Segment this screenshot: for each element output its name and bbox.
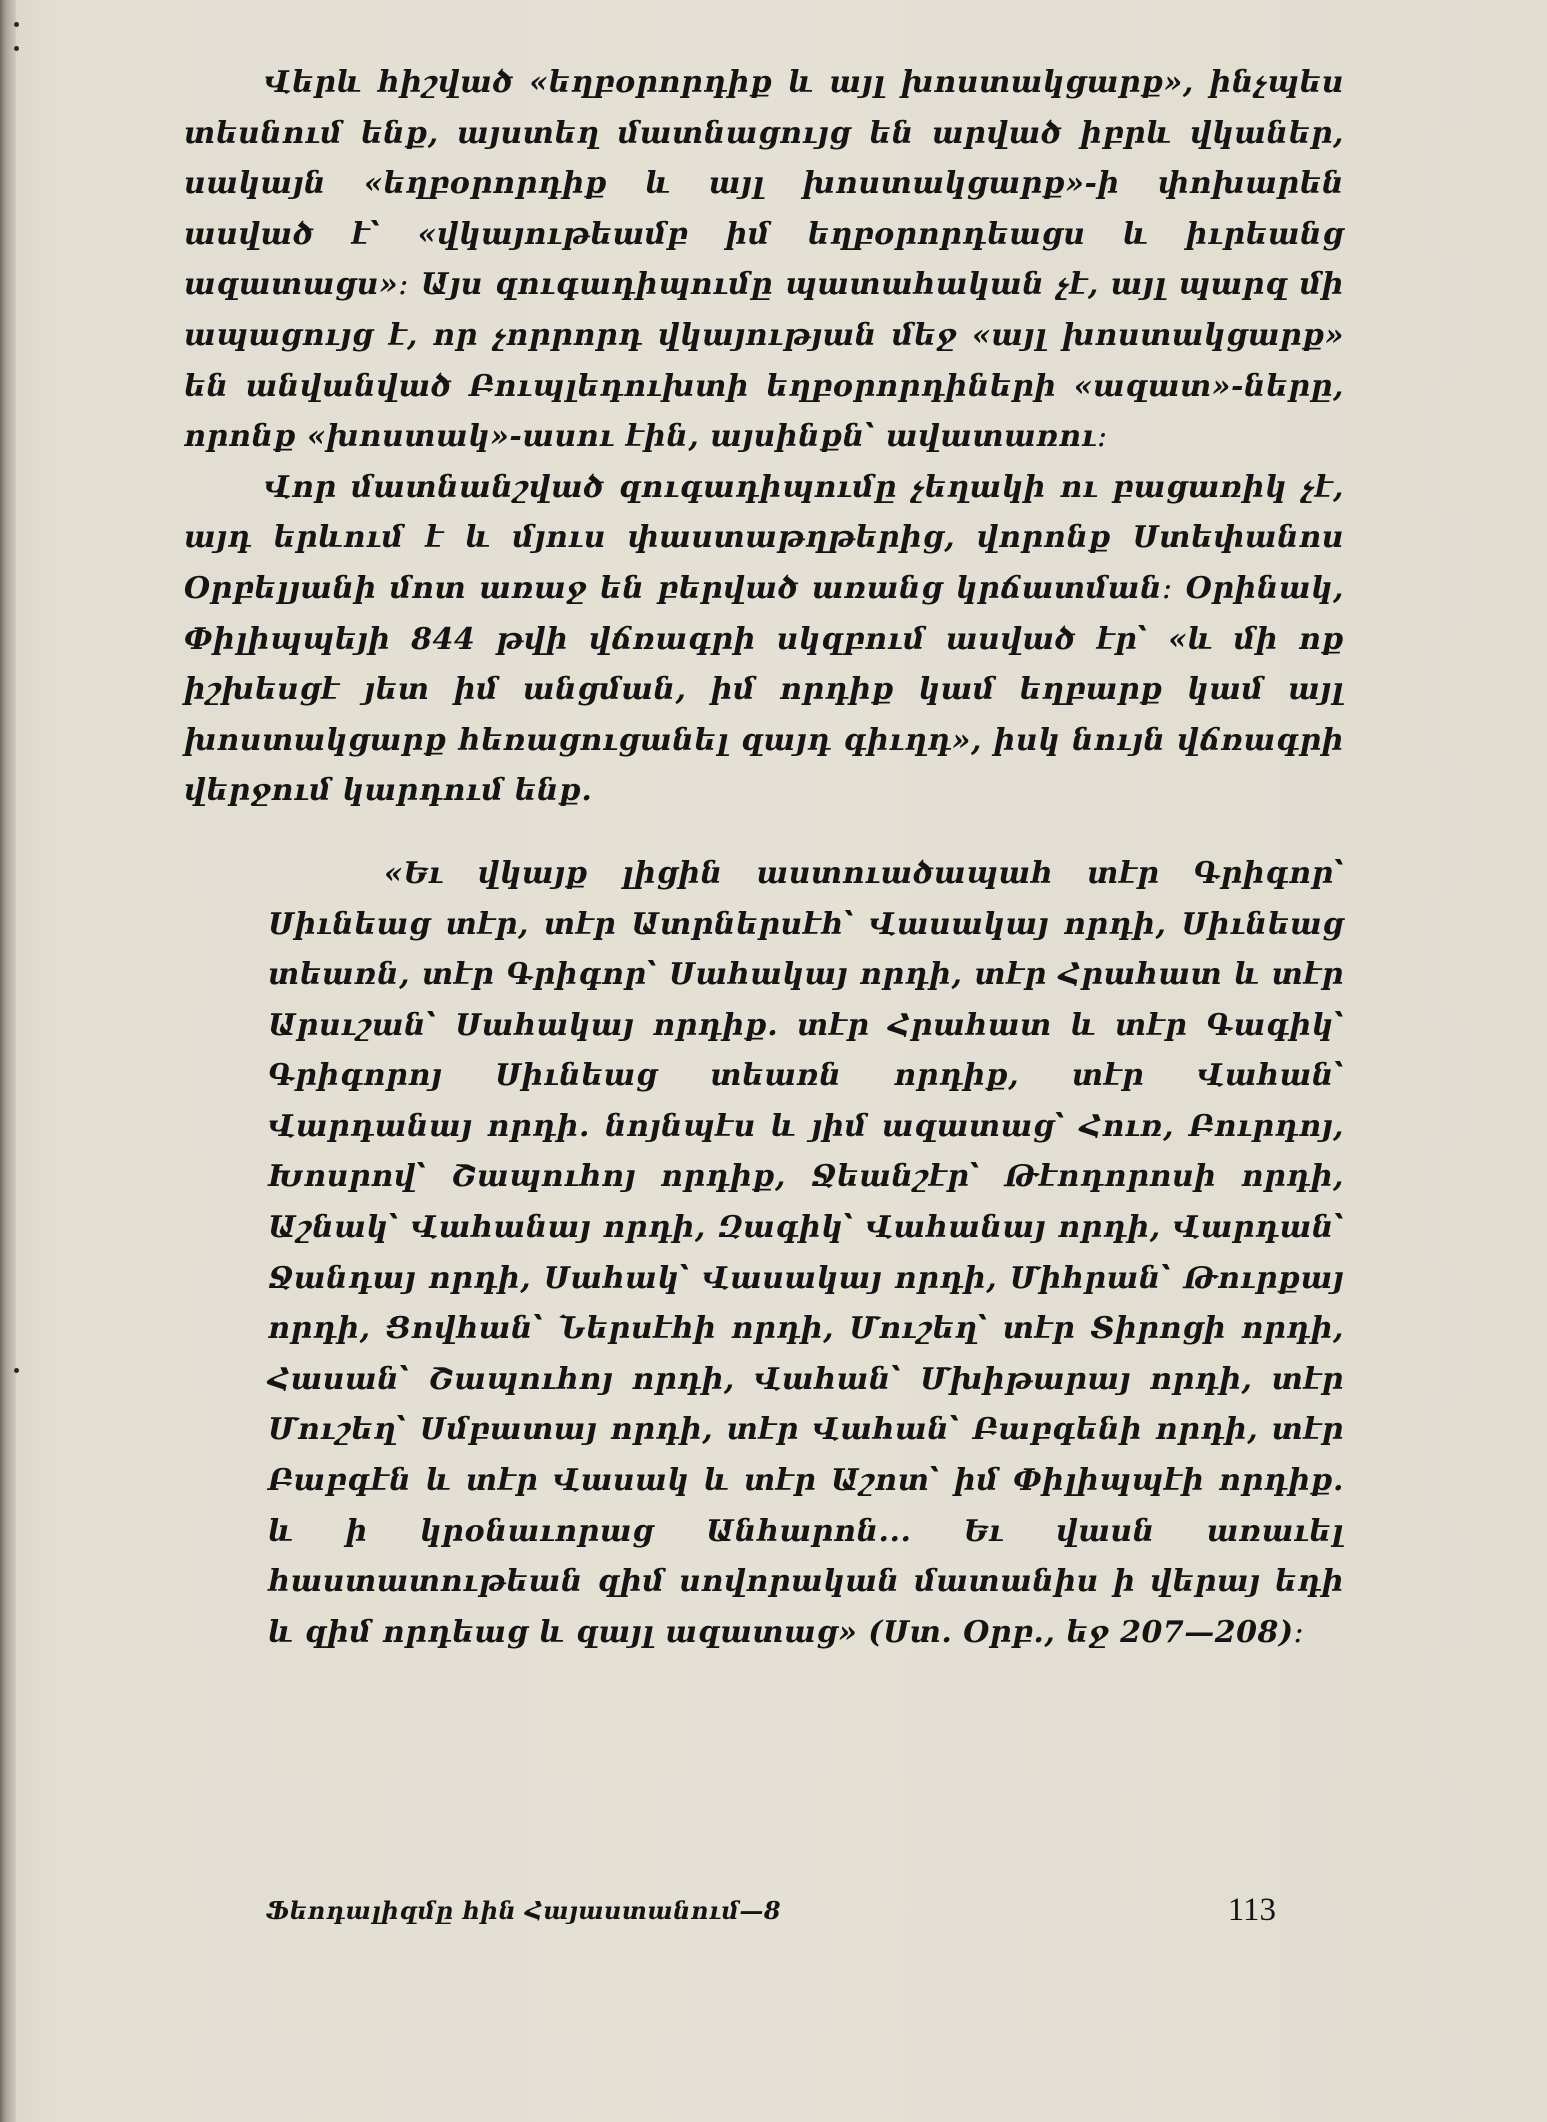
paragraph: Վոր մատնանշված զուգադիպումը չեղակի ու բացառիկ չէ, այդ երևում է և մյուս փաստաթղթերից, վորոնք Ստեփանոս Օրբելյանի մոտ առաջ են բերված առանց կրճատման։ Օրինակ, Փիլիպպեյի 844 թվի վճռագրի սկզբում ասված էր՝ «և մի ոք իշխեսցէ յետ իմ անցման, իմ որդիք կամ եղբարք կամ այլ խոստակցարք հեռացուցանել զայդ գիւղդ», իսկ նույն վճռագրի վերջում կարդում ենք. [184,469,1344,809]
body-text [184,58,1344,1658]
spine-mark [14,22,19,27]
book-spine-shadow [0,0,16,2122]
spine-mark [14,46,19,51]
signature-line: Ֆեոդալիզմը հին Հայաստանում—8 [266,1896,782,1925]
page-number: 113 [1227,1892,1276,1928]
spine-mark [14,1368,19,1373]
paragraph: Վերև հիշված «եղբօրորդիք և այլ խոստակցարք», ինչպես տեսնում ենք, այստեղ մատնացույց են արված իբրև վկաներ, սակայն «եղբօրորդիք և այլ խոստակցարք»-ի փոխարեն ասված է՝ «վկայութեամբ իմ եղբօրորդեացս և իւրեանց ազատացս»։ Այս զուգադիպումը պատահական չէ, այլ պարզ մի ապացույց է, որ չորրորդ վկայության մեջ «այլ խոստակցարք» են անվանված Բուպլեդուխտի եղբօրորդիների «ազատ»-ները, որոնք «խոստակ»-ասու էին, այսինքն՝ ավատառու։ [184,65,1344,455]
block-quote: «Եւ վկայք լիցին աստուածապահ տէր Գրիգոր՝ Սիւնեաց տէր, տէր Ատրներսէհ՝ Վասակայ որդի, Սիւնեաց տեառն, տէր Գրիգոր՝ Սահակայ որդի, տէր Հրահատ և տէր Արսւշան՝ Սահակայ որդիք. տէր Հրահատ և տէր Գագիկ՝ Գրիգորոյ Սիւնեաց տեառն որդիք, տէր Վահան՝ Վարդանայ որդի. նոյնպէս և յիմ ազատաց՝ Հուռ, Բուրդոյ, Խոսրով՝ Շապուհոյ որդիք, Ջեանշէր՝ Թէոդորոսի որդի, Աշնակ՝ Վահանայ որդի, Զագիկ՝ Վահանայ որդի, Վարդան՝ Ջանդայ որդի, Սահակ՝ Վասակայ որդի, Միհրան՝ Թուրքայ որդի, Ցովհան՝ Ներսէհի որդի, Մուշեղ՝ տէր Տիրոցի որդի, Հասան՝ Շապուհոյ որդի, Վահան՝ Մխիթարայ որդի, տէր Մուշեղ՝ Սմբատայ որդի, տէր Վահան՝ Բաբգենի որդի, տէր Բաբգէն և տէր Վասակ և տէր Աշոտ՝ իմ Փիլիպպէի որդիք. և ի կրօնաւորաց Անհարոն... Եւ վասն առաւել հաստատութեան զիմ սովորական մատանիս ի վերայ եդի և զիմ որդեաց և զայլ ազատաց» (Ստ. Օրբ., եջ 207—208)։ [268,855,1344,1650]
page-footer [266,1892,1276,1936]
